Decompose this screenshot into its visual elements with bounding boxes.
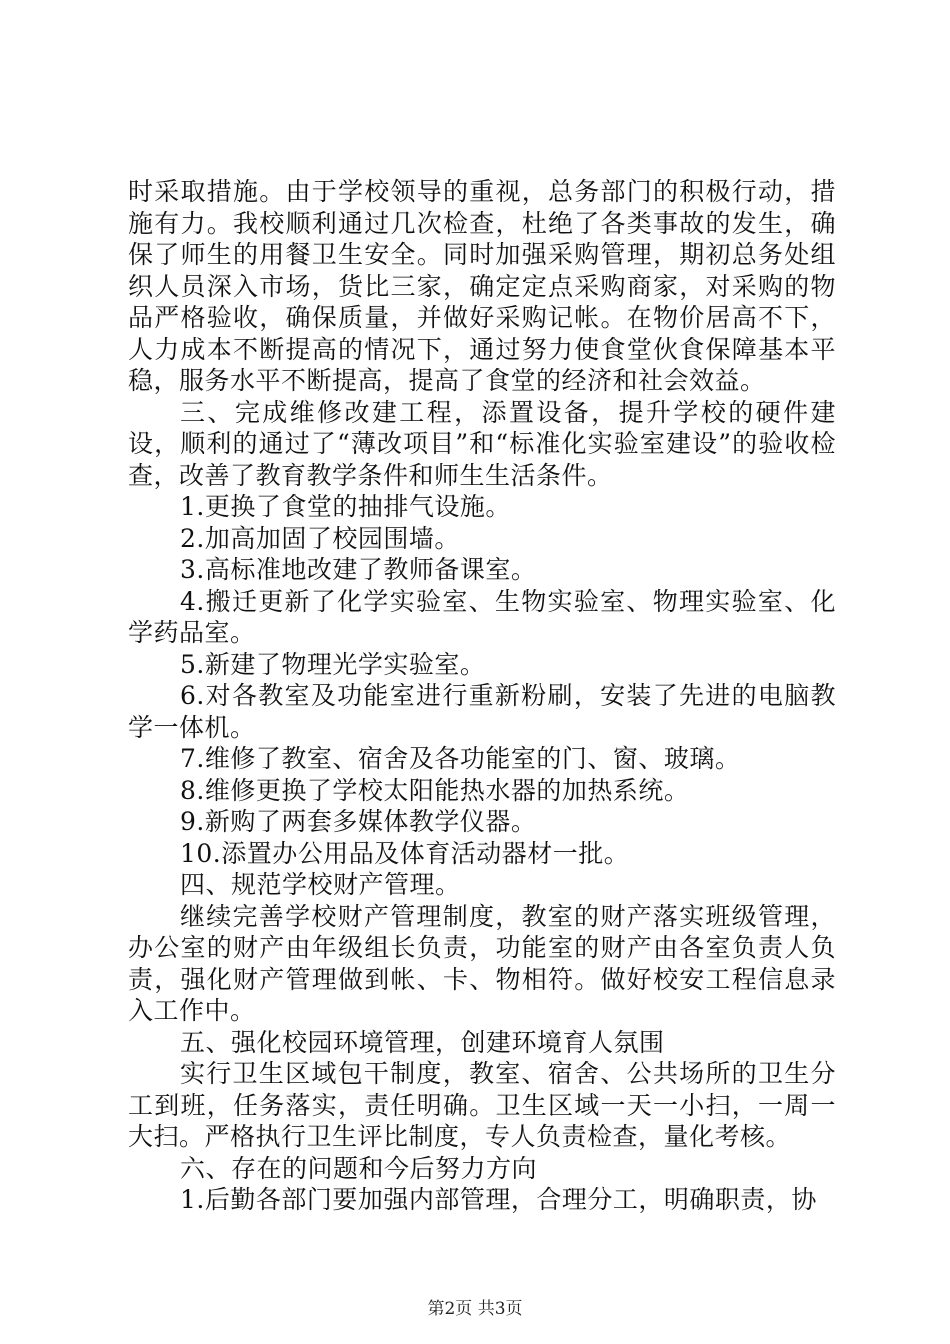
list-item: 5.新建了物理光学实验室。 (180, 649, 486, 679)
page-footer: 第2页 共3页 (427, 1299, 523, 1319)
list-item: 10.添置办公用品及体育活动器材一批。 (180, 838, 630, 868)
list-item: 2.加高加固了校园围墙。 (180, 523, 460, 553)
list-item: 1.更换了食堂的抽排气设施。 (180, 492, 511, 521)
paragraph: 时采取措施。由于学校领导的重视，总务部门的积极行动，措施有力。我校顺利通过几次检查，杜绝了各类事故的发生，确保了师生的用餐卫生安全。同时加强采购管理，期初总务处组织人员深入市场，货比三家，确定定点采购商家，对采购的物品严格验收，确保质量，并做好采购记帐。在物价居高不下，人力成本不断提高的情况下，通过努力使食堂伙食保障基本平稳，服务水平不断提高，提高了食堂的经济和社会效益。 (128, 177, 836, 395)
list-item: 3.高标准地改建了教师备课室。 (180, 555, 537, 584)
paragraph: 实行卫生区域包干制度，教室、宿舍、公共场所的卫生分工到班，任务落实，责任明确。卫生区域一天一小扫，一周一大扫。严格执行卫生评比制度，专人负责检查，量化考核。 (128, 1059, 836, 1151)
section-heading: 六、存在的问题和今后努力方向 (180, 1153, 538, 1183)
list-item: 9.新购了两套多媒体教学仪器。 (180, 807, 537, 836)
section-heading: 三、完成维修改建工程，添置设备，提升学校的硬件建设，顺利的通过了“薄改项目”和“标准化实验室建设”的验收检查，改善了教育教学条件和师生生活条件。 (128, 397, 836, 490)
list-item: 4.搬迁更新了化学实验室、生物实验室、物理实验室、化学药品室。 (128, 586, 836, 647)
list-item: 1.后勤各部门要加强内部管理，合理分工，明确职责，协 (180, 1185, 817, 1214)
list-item: 8.维修更换了学校太阳能热水器的加热系统。 (180, 775, 690, 805)
document-body (128, 176, 836, 1216)
list-item: 6.对各教室及功能室进行重新粉刷，安装了先进的电脑教学一体机。 (128, 681, 836, 742)
section-heading: 四、规范学校财产管理。 (180, 870, 461, 899)
list-item: 7.维修了教室、宿舍及各功能室的门、窗、玻璃。 (180, 744, 741, 773)
section-heading: 五、强化校园环境管理，创建环境育人氛围 (180, 1027, 665, 1057)
paragraph: 继续完善学校财产管理制度，教室的财产落实班级管理，办公室的财产由年级组长负责，功能室的财产由各室负责人负责，强化财产管理做到帐、卡、物相符。做好校安工程信息录入工作中。 (128, 901, 836, 1025)
